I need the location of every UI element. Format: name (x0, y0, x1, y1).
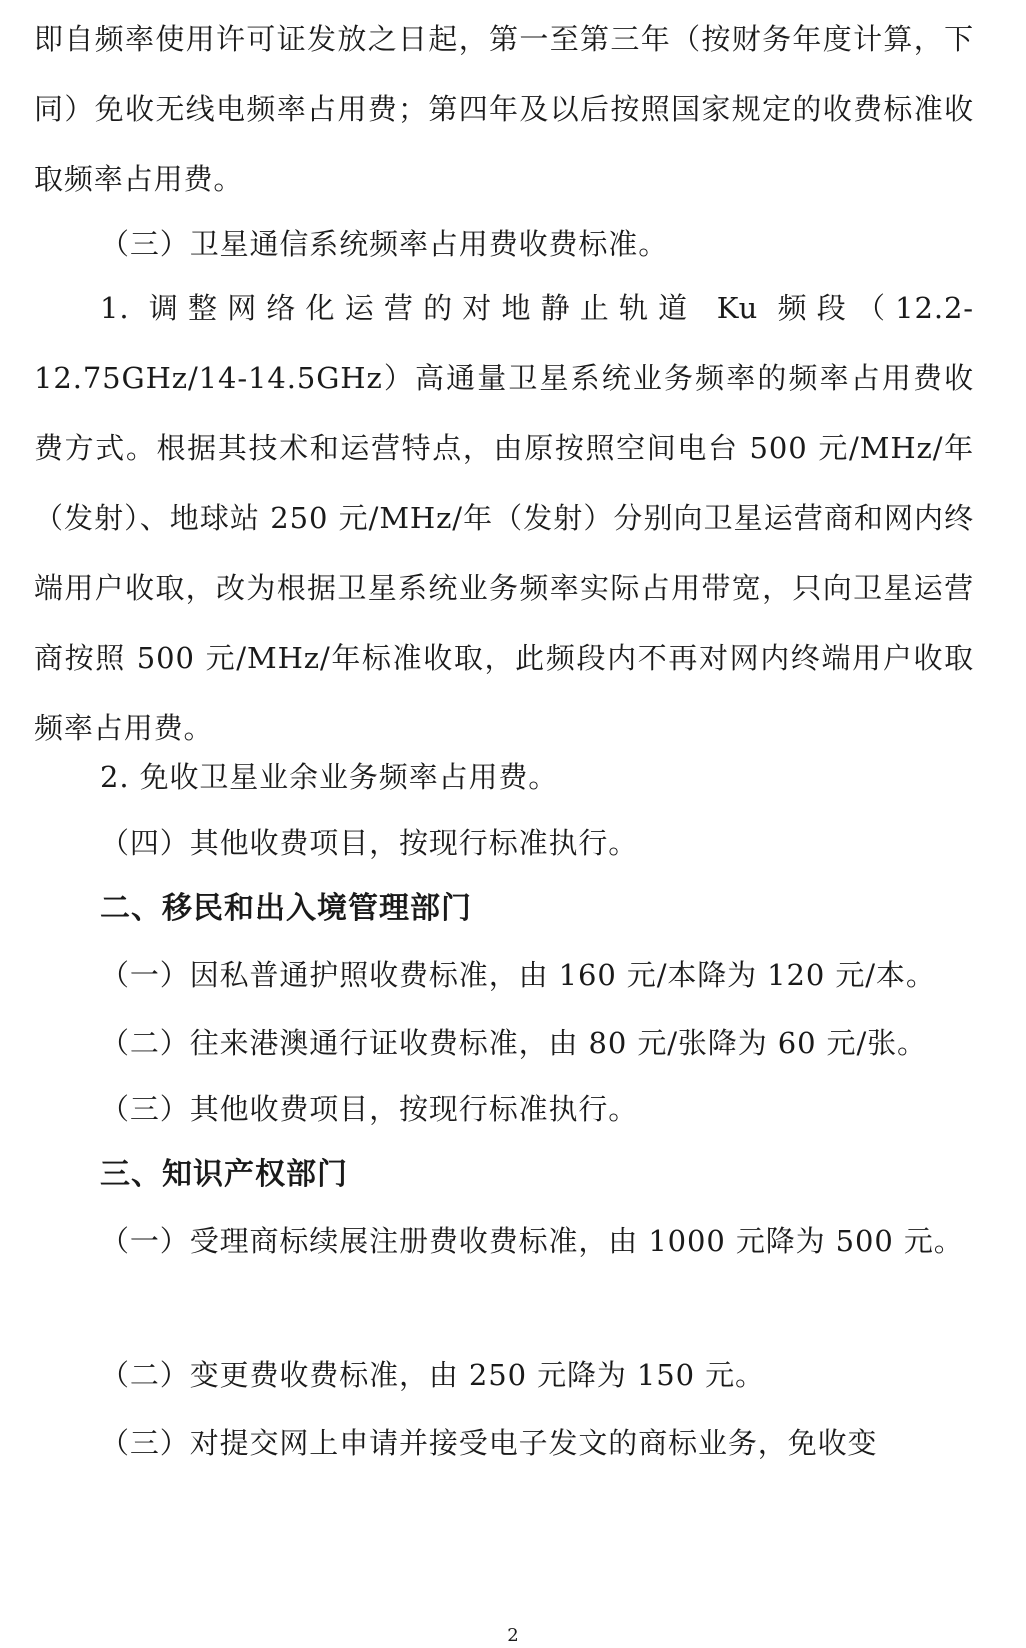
paragraph-online-application: （三）对提交网上申请并接受电子发文的商标业务，免收变 (100, 1426, 878, 1460)
heading-immigration: 二、移民和出入境管理部门 (100, 891, 472, 926)
paragraph-other-items-immigration: （三）其他收费项目，按现行标准执行。 (100, 1092, 639, 1126)
paragraph-change-fee: （二）变更费收费标准，由 250 元降为 150 元。 (100, 1358, 765, 1392)
paragraph-hk-macau-permit: （二）往来港澳通行证收费标准，由 80 元/张降为 60 元/张。 (100, 1026, 927, 1060)
paragraph-trademark-renewal: （一）受理商标续展注册费收费标准，由 1000 元降为 500 元。 (100, 1224, 964, 1258)
page-number: 2 (507, 1625, 519, 1646)
paragraph-amateur-satellite: 2. 免收卫星业余业务频率占用费。 (100, 760, 559, 794)
paragraph-passport-fee: （一）因私普通护照收费标准，由 160 元/本降为 120 元/本。 (100, 958, 936, 992)
paragraph-continuation: 即自频率使用许可证发放之日起，第一至第三年（按财务年度计算，下同）免收无线电频率占用费；第四年及以后按照国家规定的收费标准收取频率占用费。 (34, 22, 974, 196)
paragraph-satellite-section: （三）卫星通信系统频率占用费收费标准。 (100, 227, 669, 261)
heading-ip: 三、知识产权部门 (100, 1157, 348, 1192)
paragraph-other-items-4: （四）其他收费项目，按现行标准执行。 (100, 826, 639, 860)
paragraph-ku-band: 1. 调整网络化运营的对地静止轨道 Ku 频段（12.2-12.75GHz/14-14.5GHz）高通量卫星系统业务频率的频率占用费收费方式。根据其技术和运营特点，由原按照空间电台 500 元/MHz/年（发射）、地球站 250 元/MHz/年（发射）分别向卫星运营商和网内终端用户收取，改为根据卫星系统业务频率实际占用带宽，只向卫星运营商按照 500 元/MHz/年标准收取，此频段内不再对网内终端用户收取频率占用费。 (34, 291, 974, 745)
